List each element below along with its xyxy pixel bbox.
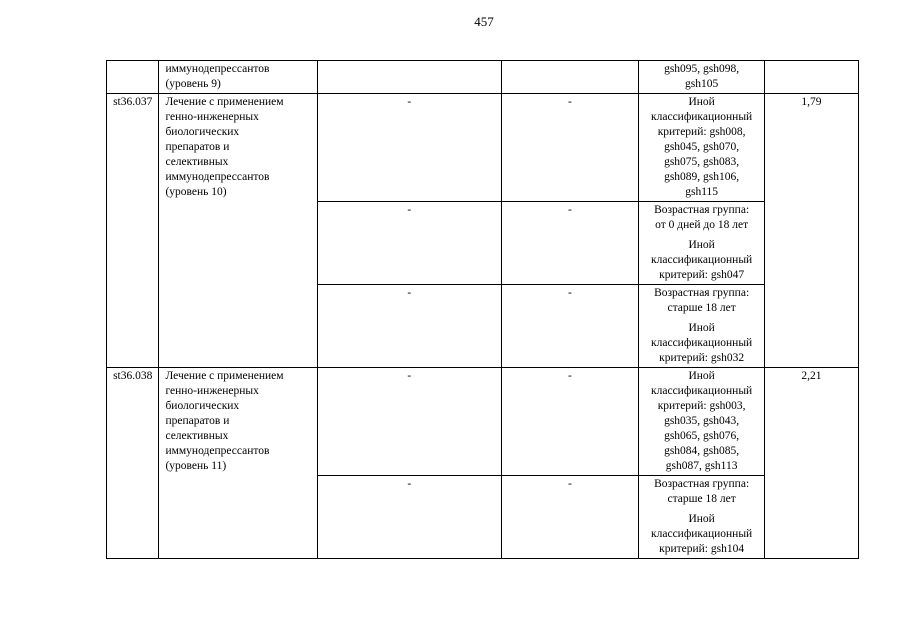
table-row-continued: [107, 61, 859, 94]
criteria-text: Иной классификационный критерий: gsh008, gsh045, gsh070, gsh075, gsh083, gsh089, gsh106, gsh115: [651, 96, 753, 198]
cell-col-a: -: [317, 285, 501, 368]
criteria-text: Иной классификационный критерий: gsh047: [651, 239, 753, 281]
criteria-text: gsh095, gsh098, gsh105: [664, 63, 740, 90]
cell-col-b: -: [501, 368, 639, 476]
cell-name: Лечение с применением генно-инженерных биологических препаратов и селективных иммунодепрессантов (уровень 10): [159, 94, 317, 368]
cell-criteria: [639, 202, 765, 285]
criteria-text: Иной классификационный критерий: gsh104: [651, 513, 753, 555]
cell-col-a: -: [317, 368, 501, 476]
cell-code: st36.038: [107, 368, 159, 559]
cell-col-b: [501, 61, 639, 94]
table-row: [107, 94, 859, 202]
cell-coefficient: [764, 61, 858, 94]
criteria-age-text: Возрастная группа: старше 18 лет: [654, 287, 750, 314]
table-row: [107, 368, 859, 476]
cell-name: Лечение с применением генно-инженерных биологических препаратов и селективных иммунодепрессантов (уровень 11): [159, 368, 317, 559]
cell-coefficient: 1,79: [764, 94, 858, 368]
tariff-table: [106, 60, 859, 559]
criteria-age-text: Возрастная группа: старше 18 лет: [654, 478, 750, 505]
cell-code: st36.037: [107, 94, 159, 368]
cell-code: [107, 61, 159, 94]
criteria-text: Иной классификационный критерий: gsh032: [651, 322, 753, 364]
cell-col-b: -: [501, 476, 639, 559]
page-number: 457: [474, 14, 494, 29]
cell-col-a: -: [317, 202, 501, 285]
cell-col-b: -: [501, 285, 639, 368]
cell-criteria: [639, 285, 765, 368]
criteria-text: Иной классификационный критерий: gsh003, gsh035, gsh043, gsh065, gsh076, gsh084, gsh085, gsh087, gsh113: [651, 370, 753, 472]
cell-criteria: [639, 368, 765, 476]
cell-col-a: -: [317, 94, 501, 202]
cell-coefficient: 2,21: [764, 368, 858, 559]
cell-col-b: -: [501, 202, 639, 285]
cell-col-a: [317, 61, 501, 94]
cell-name: иммунодепрессантов (уровень 9): [159, 61, 317, 94]
cell-col-a: -: [317, 476, 501, 559]
criteria-age-text: Возрастная группа: от 0 дней до 18 лет: [654, 204, 750, 231]
cell-criteria: [639, 61, 765, 94]
cell-criteria: [639, 476, 765, 559]
cell-criteria: [639, 94, 765, 202]
cell-col-b: -: [501, 94, 639, 202]
